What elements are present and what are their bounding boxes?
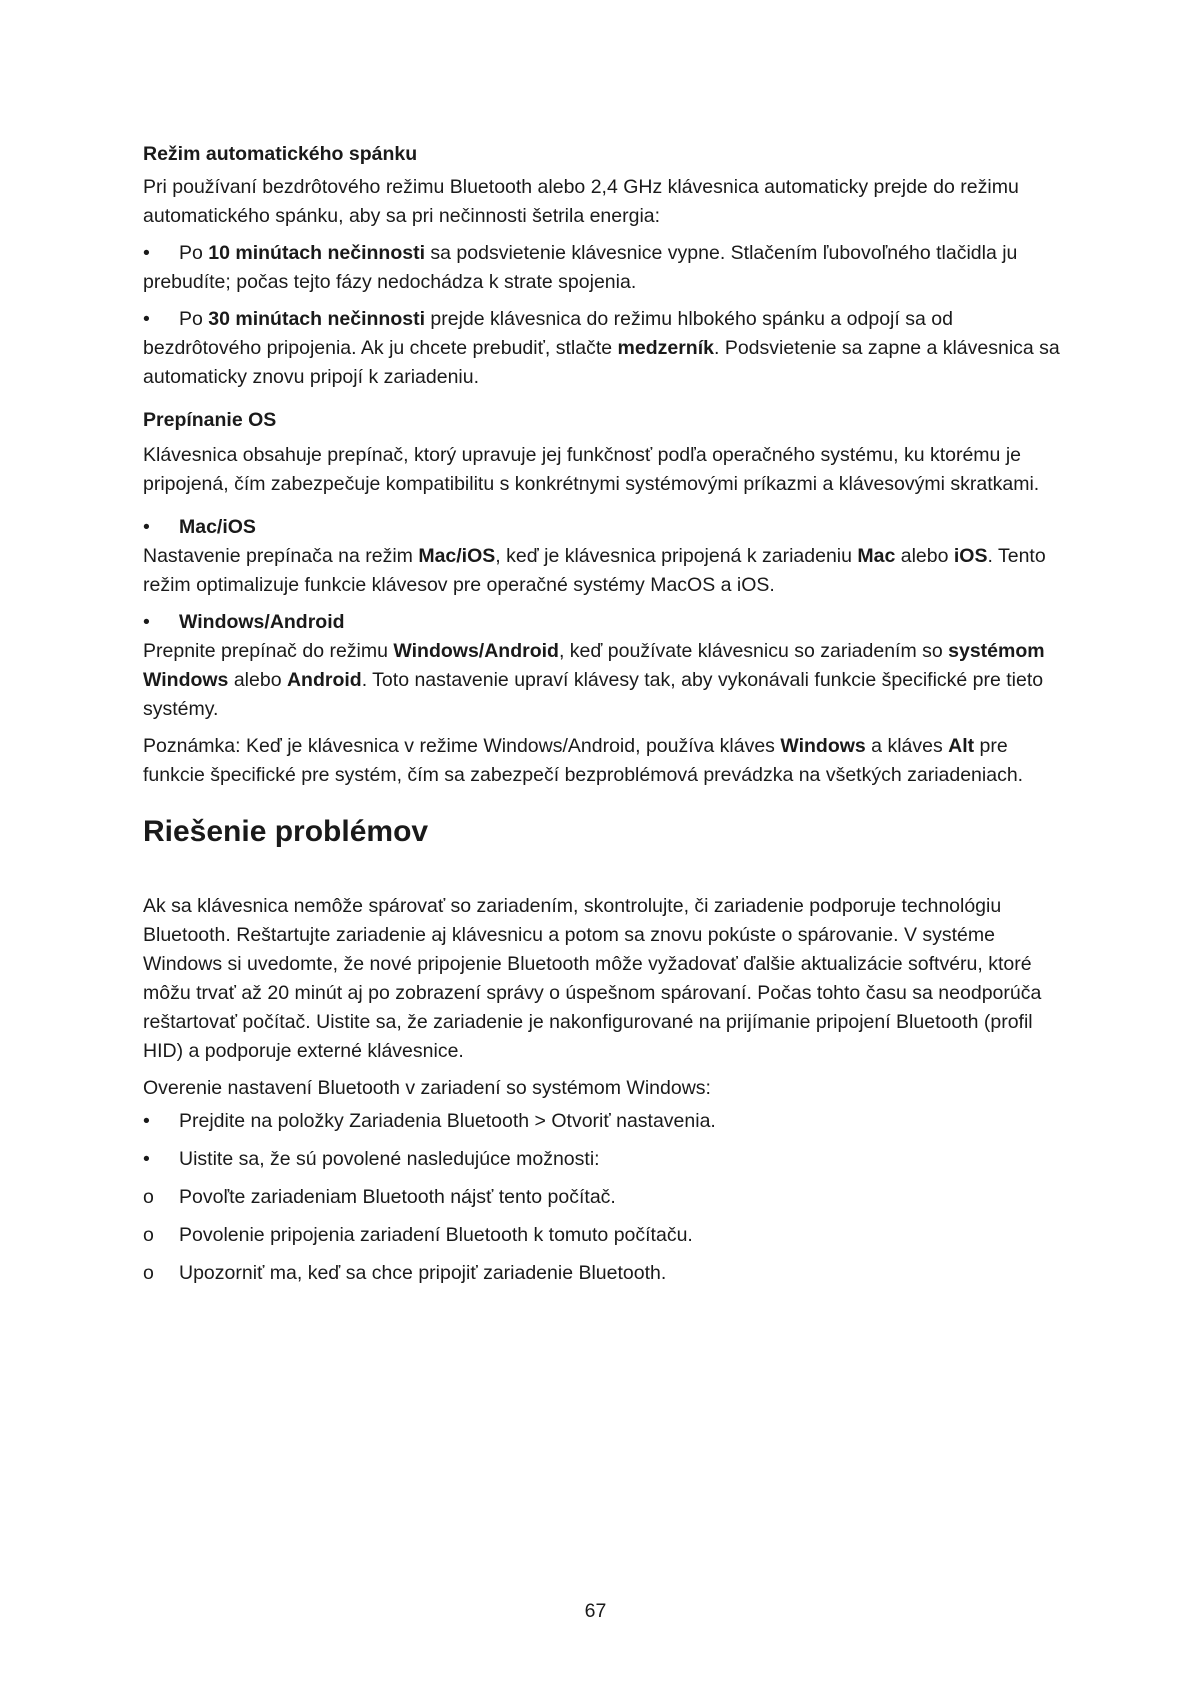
circle-bullet-icon: o <box>143 1224 154 1246</box>
note: Poznámka: Keď je klávesnica v režime Windows/Android, používa kláves Windows a kláves Alt pre funkcie špecifické pre systém, čím sa zabezpečí bezproblémová prevádzka na všetkých zariadeniach. <box>143 735 1024 786</box>
troubleshooting-paragraph: Ak sa klávesnica nemôže spárovať so zariadením, skontrolujte, či zariadenie podporuje technológiu Bluetooth. Reštartujte zariadenie aj klávesnicu a potom sa znovu pokúste o spárovanie. V systéme Windows si uvedomte, že nové pripojenie Bluetooth môže vyžadovať ďalšie aktualizácie softvéru, ktoré môžu trvať až 20 minút aj po zobrazení správy o úspešnom spárovaní. Počas tohto času sa neodporúča reštartovať počítač. Uistite sa, že zariadenie je nakonfigurované na prijímanie pripojení Bluetooth (profil HID) a podporuje externé klávesnice. <box>143 895 1042 1062</box>
sleep-bullet-1: • Po 10 minútach nečinnosti sa podsvietenie klávesnice vypne. Stlačením ľubovoľného tlačidla ju prebudíte; počas tejto fázy nedochádza k strate spojenia. <box>143 239 1063 297</box>
list-item: • Prejdite na položky Zariadenia Bluetooth > Otvoriť nastavenia. <box>143 1107 1063 1136</box>
list-item: o Povoľte zariadeniam Bluetooth nájsť tento počítač. <box>143 1183 1063 1212</box>
mac-title: • Mac/iOS <box>143 513 1063 542</box>
windows-description: Prepnite prepínač do režimu Windows/Android, keď používate klávesnicu so zariadením so systémom Windows alebo Android. Toto nastavenie upraví klávesy tak, aby vykonávali funkcie špecifické pre tieto systémy. <box>143 640 1045 720</box>
bullet-icon: • <box>143 308 150 330</box>
sleep-intro: Pri používaní bezdrôtového režimu Bluetooth alebo 2,4 GHz klávesnica automaticky prejde do režimu automatického spánku, aby sa pri nečinnosti šetrila energia: <box>143 176 1019 227</box>
page-number: 67 <box>584 1600 607 1622</box>
troubleshooting-heading: Riešenie problémov <box>143 815 429 848</box>
mac-description: Nastavenie prepínača na režim Mac/iOS, keď je klávesnica pripojená k zariadeniu Mac alebo iOS. Tento režim optimalizuje funkcie klávesov pre operačné systémy MacOS a iOS. <box>143 545 1046 596</box>
windows-title: • Windows/Android <box>143 608 1063 637</box>
list-item: o Povolenie pripojenia zariadení Bluetooth k tomuto počítaču. <box>143 1221 1063 1250</box>
os-intro: Klávesnica obsahuje prepínač, ktorý upravuje jej funkčnosť podľa operačného systému, ku ktorému je pripojená, čím zabezpečuje kompatibilitu s konkrétnymi systémovými príkazmi a klávesovými skratkami. <box>143 444 1040 495</box>
bullet-icon: • <box>143 611 150 633</box>
sleep-heading: Režim automatického spánku <box>143 143 418 165</box>
bullet-icon: • <box>143 516 150 538</box>
list-item: o Upozorniť ma, keď sa chce pripojiť zariadenie Bluetooth. <box>143 1259 1063 1288</box>
circle-bullet-icon: o <box>143 1186 154 1208</box>
bullet-icon: • <box>143 242 150 264</box>
list-item: • Uistite sa, že sú povolené nasledujúce možnosti: <box>143 1145 1063 1174</box>
sleep-bullet-2: • Po 30 minútach nečinnosti prejde klávesnica do režimu hlbokého spánku a odpojí sa od bezdrôtového pripojenia. Ak ju chcete prebudiť, stlačte medzerník. Podsvietenie sa zapne a klávesnica sa automaticky znovu pripojí k zariadeniu. <box>143 305 1063 392</box>
bullet-icon: • <box>143 1110 150 1132</box>
verify-settings-intro: Overenie nastavení Bluetooth v zariadení so systémom Windows: <box>143 1077 711 1099</box>
settings-list <box>143 1107 1063 1288</box>
bullet-icon: • <box>143 1148 150 1170</box>
circle-bullet-icon: o <box>143 1262 154 1284</box>
document-page <box>143 140 1063 1297</box>
os-heading: Prepínanie OS <box>143 409 277 431</box>
